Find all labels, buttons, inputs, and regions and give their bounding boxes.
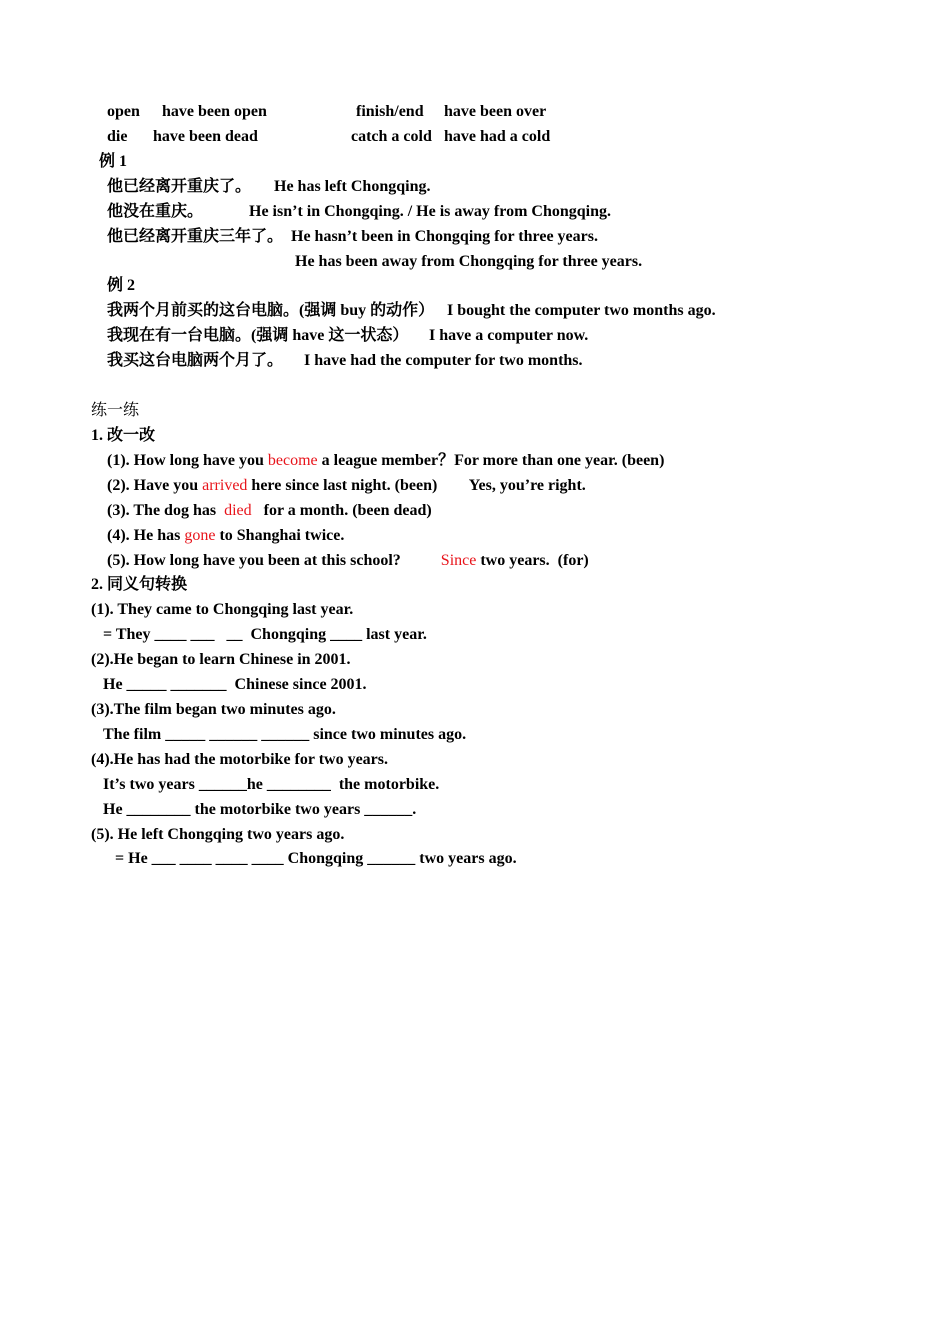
vocab-word: finish/end — [356, 103, 424, 120]
rewrite-blank-line: He _____ _______ Chinese since 2001. — [103, 676, 367, 693]
correction-item: (4). He has gone to Shanghai twice. — [107, 527, 345, 544]
error-word: died — [224, 502, 252, 519]
example-english: I bought the computer two months ago. — [447, 302, 716, 319]
correction-item: (2). Have you arrived here since last night. (been) Yes, you’re right. — [107, 477, 586, 494]
example-chinese: 他没在重庆。 — [107, 203, 204, 220]
rewrite-blank-line: The film _____ ______ ______ since two minutes ago. — [103, 726, 467, 743]
rewrite-sentence: (4).He has had the motorbike for two years. — [91, 751, 389, 768]
rewrite-blank-line: = They ____ ___ __ Chongqing ____ last year. — [103, 626, 427, 643]
rewrite-sentence: (3).The film began two minutes ago. — [91, 701, 336, 718]
example-chinese: 他已经离开重庆三年了。 — [107, 228, 284, 245]
vocab-word: open — [107, 103, 140, 120]
rewrite-sentence: (2).He began to learn Chinese in 2001. — [91, 651, 351, 668]
example-english: He isn’t in Chongqing. / He is away from Chongqing. — [249, 203, 611, 220]
correction-item: (5). How long have you been at this school? Since two years. (for) — [107, 552, 589, 569]
correction-item: (3). The dog has died for a month. (been dead) — [107, 502, 432, 519]
section-title: 2. 同义句转换 — [91, 576, 188, 593]
example-label: 例 2 — [107, 277, 136, 294]
section-title: 1. 改一改 — [91, 427, 156, 444]
vocab-perfect: have had a cold — [444, 128, 551, 145]
example-english: I have had the computer for two months. — [304, 352, 583, 369]
example-english: He has been away from Chongqing for three years. — [295, 253, 643, 270]
vocab-perfect: have been dead — [153, 128, 258, 145]
error-word: arrived — [202, 477, 248, 494]
example-chinese: 他已经离开重庆了。 — [107, 178, 252, 195]
rewrite-blank-line: = He ___ ____ ____ ____ Chongqing ______ two years ago. — [115, 850, 517, 867]
vocab-word: catch a cold — [351, 128, 432, 145]
vocab-word: die — [107, 128, 128, 145]
vocab-perfect: have been open — [162, 103, 267, 120]
example-english: I have a computer now. — [429, 327, 589, 344]
example-chinese: 我两个月前买的这台电脑。(强调 buy 的动作） — [107, 302, 435, 319]
error-word: become — [267, 452, 318, 469]
correction-item: (1). How long have you become a league member？For more than one year. (been) — [107, 452, 665, 469]
example-chinese: 我买这台电脑两个月了。 — [107, 352, 284, 369]
rewrite-sentence: (1). They came to Chongqing last year. — [91, 601, 354, 618]
rewrite-sentence: (5). He left Chongqing two years ago. — [91, 826, 345, 843]
vocab-perfect: have been over — [444, 103, 547, 120]
example-label: 例 1 — [99, 153, 128, 170]
example-chinese: 我现在有一台电脑。(强调 have 这一状态） — [107, 327, 409, 344]
example-english: He has left Chongqing. — [274, 178, 431, 195]
rewrite-blank-line: He ________ the motorbike two years ______. — [103, 801, 417, 818]
example-english: He hasn’t been in Chongqing for three years. — [291, 228, 598, 245]
rewrite-blank-line: It’s two years ______he ________ the motorbike. — [103, 776, 440, 793]
error-word: gone — [184, 527, 216, 544]
practice-title: 练一练 — [91, 402, 140, 419]
error-word: Since — [440, 552, 477, 569]
